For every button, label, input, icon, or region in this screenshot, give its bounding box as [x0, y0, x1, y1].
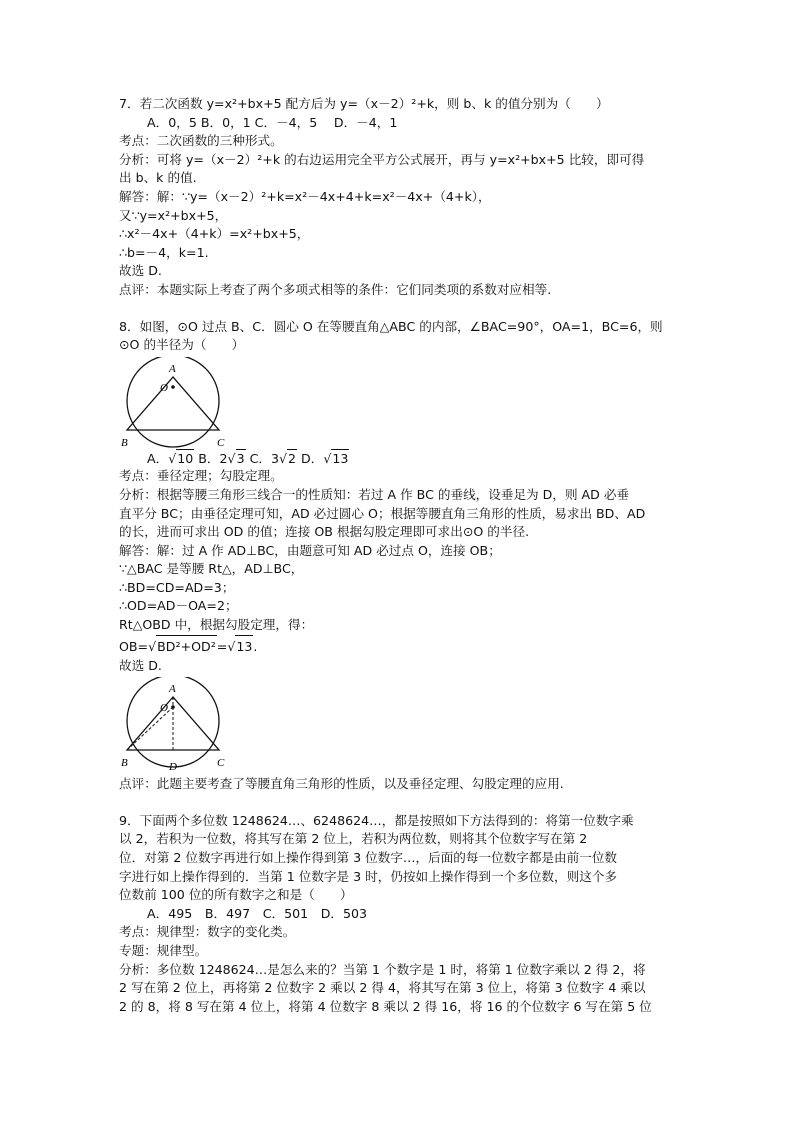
- q8-fenxi-1: 分析：根据等腰三角形三线合一的性质知：若过 A 作 BC 的垂线，设垂足为 D，则 AD 必垂: [119, 486, 630, 502]
- q9-fenxi-2: 2 写在第 2 位上，再将第 2 位数字 2 乘以 2 得 4，将其写在第 3 位上，将第 3 位数字 4 乘以: [119, 980, 646, 996]
- q8-option-c-prefix: C．3: [245, 450, 279, 466]
- center-point-o: [171, 705, 175, 709]
- sqrt-symbol: √: [168, 450, 177, 466]
- q7-dianping: 点评：本题实际上考查了两个多项式相等的条件：它们同类项的系数对应相等.: [119, 281, 552, 297]
- q7-fenxi-1: 分析：可将 y=（x－2）²+k 的右边运用完全平方公式展开，再与 y=x²+bx+5 比较，即可得: [119, 151, 645, 167]
- q8-formula: [119, 635, 679, 657]
- q8-fenxi-2: 直平分 BC；由垂径定理可知，AD 必过圆心 O；根据等腰直角三角形的性质，易求出 BD、AD: [119, 505, 646, 521]
- sqrt-symbol: √: [148, 638, 157, 654]
- q9-kaodian: 考点：规律型：数字的变化类。: [119, 924, 296, 940]
- q9-stem-5: 位数前 100 位的所有数字之和是（ ）: [119, 887, 353, 903]
- label-b: B: [121, 436, 128, 449]
- q9-zhuanti: 专题：规律型。: [119, 943, 208, 958]
- document-page: [119, 95, 679, 1016]
- q9-stem-4: 字进行如上操作得到的．当第 1 位数字是 3 时，仍按如上操作得到一个多位数，则这个多: [119, 868, 618, 884]
- q9-stem-2: 以 2，若积为一位数，将其写在第 2 位上，若积为两位数，则将其个位数字写在第 2: [119, 831, 588, 847]
- q8-option-c-radicand: 2: [287, 449, 297, 469]
- label-b: B: [121, 757, 128, 770]
- q8-stem-2: ⊙O 的半径为（ ）: [119, 337, 245, 353]
- q7-jieda-1: 解答：解：∵y=（x－2）²+k=x²－4x+4+k=x²－4x+（4+k），: [119, 188, 491, 204]
- q8-jieda-3: ∴BD=CD=AD=3；: [119, 579, 235, 595]
- q7-jieda-3: ∴x²－4x+（4+k）=x²+bx+5，: [119, 226, 310, 242]
- sqrt-symbol: √: [323, 450, 332, 466]
- q9-stem-3: 位．对第 2 位数字再进行如上操作得到第 3 位数字…，后面的每一位数字都是由前一位数: [119, 850, 618, 866]
- formula-eq: =: [216, 638, 228, 654]
- label-a: A: [169, 362, 176, 375]
- q8-fenxi-3: 的长，进而可求出 OD 的值；连接 OB 根据勾股定理即可求出⊙O 的半径.: [119, 524, 530, 540]
- q8-option-a-radicand: 10: [176, 449, 194, 469]
- label-o: O: [160, 381, 168, 394]
- formula-prefix: OB=: [119, 638, 149, 654]
- sqrt-symbol: √: [227, 638, 236, 654]
- q9-fenxi-3: 2 的 8，将 8 写在第 4 位上，将第 4 位数字 8 乘以 2 得 16，将 16 的个位数字 6 写在第 5 位: [119, 998, 652, 1014]
- formula-radicand: BD²+OD²: [156, 635, 217, 658]
- q8-kaodian: 考点：垂径定理；勾股定理。: [119, 468, 283, 484]
- q7-options: A．0，5 B．0，1 C．－4，5 D．－4，1: [147, 114, 398, 130]
- sqrt-symbol: √: [278, 450, 288, 466]
- q7-fenxi-2: 出 b、k 的值.: [119, 170, 197, 186]
- q8-figure-1: [121, 357, 231, 449]
- q8-option-d-prefix: D．: [297, 450, 324, 466]
- q8-figure-2: [121, 677, 231, 775]
- q9-options: A．495 B．497 C．501 D．503: [147, 905, 368, 921]
- label-c: C: [217, 436, 225, 449]
- q9-stem-1: 9．下面两个多位数 1248624…、6248624…，都是按照如下方法得到的：将第一位数字乘: [119, 812, 634, 828]
- q8-jieda-1: 解答：解：过 A 作 AD⊥BC，由题意可知 AD 必过点 O，连接 OB；: [119, 542, 501, 558]
- triangle-abc: [127, 377, 219, 430]
- q8-dianping: 点评：此题主要考查了等腰直角三角形的性质，以及垂径定理、勾股定理的应用.: [119, 776, 564, 792]
- label-d: D: [169, 761, 177, 774]
- q8-option-a-prefix: A．: [147, 450, 169, 466]
- q8-jieda-4: ∴OD=AD－OA=2；: [119, 598, 238, 614]
- q8-options: [119, 449, 679, 468]
- q7-jieda-4: ∴b=－4，k=1.: [119, 244, 209, 260]
- q8-jieda-6: 故选 D.: [119, 657, 162, 673]
- circle-triangle-diagram: [121, 357, 231, 449]
- circle-triangle-diagram-with-altitude: [121, 677, 231, 775]
- q7-stem: 7．若二次函数 y=x²+bx+5 配方后为 y=（x－2）²+k，则 b、k 的值分别为（ ）: [119, 96, 609, 111]
- q9-fenxi-1: 分析：多位数 1248624…是怎么来的？当第 1 个数字是 1 时，将第 1 位数字乘以 2 得 2，将: [119, 961, 646, 977]
- q8-option-d-radicand: 13: [331, 449, 349, 469]
- label-o: O: [160, 702, 168, 715]
- q8-stem-1: 8．如图，⊙O 过点 B、C．圆心 O 在等腰直角△ABC 的内部，∠BAC=90°，OA=1，BC=6，则: [119, 318, 663, 334]
- q8-jieda-2: ∵△BAC 是等腰 Rt△，AD⊥BC，: [119, 561, 304, 577]
- formula-radicand-2: 13: [235, 635, 253, 658]
- formula-end: .: [253, 638, 258, 654]
- q7-jieda-2: 又∵y=x²+bx+5，: [119, 207, 228, 223]
- q7-kaodian: 考点：二次函数的三种形式。: [119, 133, 283, 149]
- label-a: A: [169, 683, 176, 696]
- q8-option-b-radicand: 3: [236, 449, 246, 469]
- label-c: C: [217, 757, 225, 770]
- q8-jieda-5: Rt△OBD 中，根据勾股定理，得：: [119, 617, 314, 633]
- q8-option-b-prefix: B．2: [194, 450, 228, 466]
- sqrt-symbol: √: [227, 450, 236, 466]
- center-point-o: [171, 385, 175, 389]
- q7-jieda-5: 故选 D.: [119, 263, 162, 279]
